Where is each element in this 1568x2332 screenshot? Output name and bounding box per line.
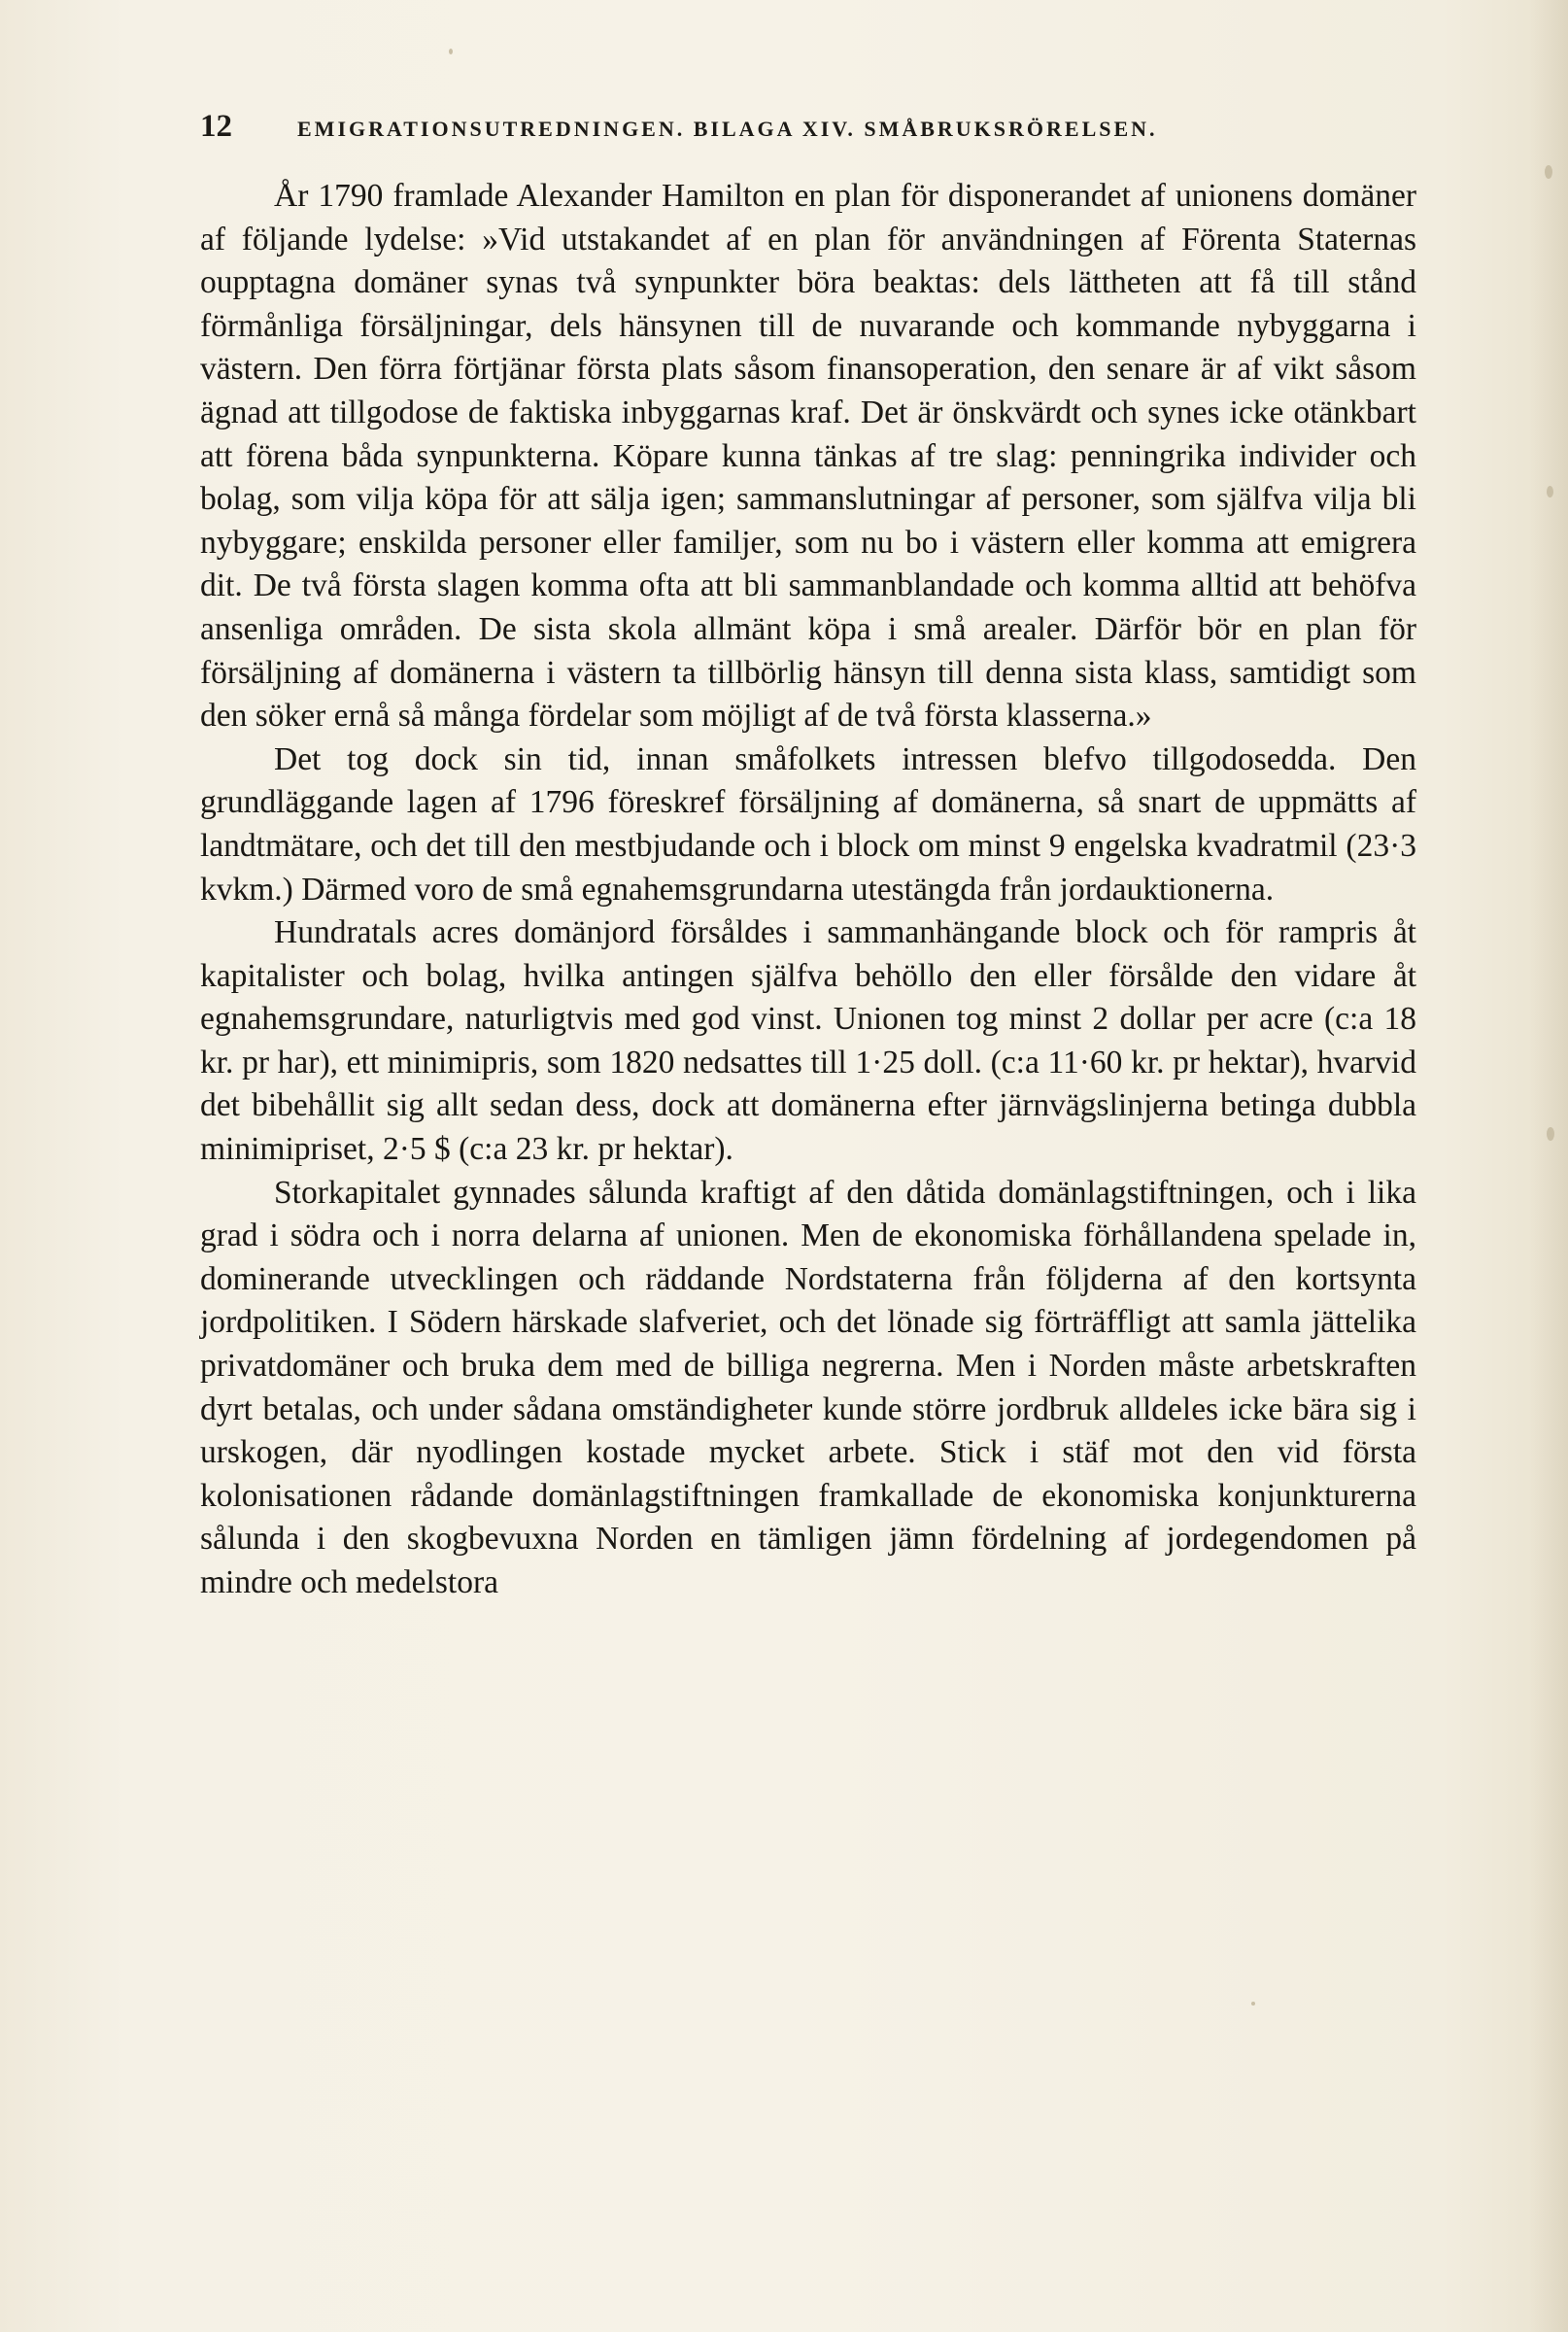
body-text [200, 175, 1416, 1605]
paragraph-4: Storkapitalet gynnades sålunda kraftigt af den dåtida domänlagstiftningen, och i lika grad i södra och i norra delarna af unionen. Men de ekonomiska förhållandena spelade in, dominerande utvecklingen och räddande Nordstaterna från följderna af den kortsynta jordpolitiken. I Södern härskade slafveriet, och det lönade sig förträffligt att samla jättelika privatdomäner och bruka dem med de billiga negrerna. Men i Norden måste arbetskraften dyrt betalas, och under sådana omständigheter kunde större jordbruk alldeles icke bära sig i urskogen, där nyodlingen kostade mycket arbete. Stick i stäf mot den vid första kolonisationen rådande domänlagstiftningen framkallade de ekonomiska konjunkturerna sålunda i den skogbevuxna Norden en tämligen jämn fördelning af jordegendomen på mindre och medelstora [200, 1174, 1416, 1600]
page-edge-shadow [1529, 0, 1568, 2332]
paragraph-1: År 1790 framlade Alexander Hamilton en plan för disponerandet af unionens domäner af följande lydelse: »Vid utstakandet af en plan för användningen af Förenta Staternas oupptagna domäner synas två synpunkter böra beaktas: dels lättheten att få till stånd förmånliga försäljningar, dels hänsynen till de nuvarande och kommande nybyggarna i västern. Den förra förtjänar första plats såsom finansoperation, den senare är af vikt såsom ägnad att tillgodose de faktiska inbyggarnas kraf. Det är önskvärdt och synes icke otänkbart att förena båda synpunkterna. Köpare kunna tänkas af tre slag: penningrika individer och bolag, som vilja köpa för att sälja igen; sammanslutningar af personer, som själfva vilja bli nybyggare; enskilda personer eller familjer, som nu bo i västern eller komma att emigrera dit. De två första slagen komma ofta att bli sammanblandade och komma alltid att behöfva ansenliga områden. De sista skola allmänt köpa i små arealer. Därför bör en plan för försäljning af domänerna i västern ta tillbörlig hänsyn till denna sista klass, samtidigt som den söker ernå så många fördelar som möjligt af de två första klasserna.» [200, 178, 1416, 735]
page-number: 12 [200, 109, 232, 144]
paragraph-3: Hundratals acres domänjord försåldes i sammanhängande block och för rampris åt kapitalister och bolag, hvilka antingen själfva behöllo den eller försålde den vidare åt egnahemsgrundare, naturligtvis med god vinst. Unionen tog minst 2 dollar per acre (c:a 18 kr. pr har), ett minimipris, som 1820 nedsattes till 1·25 doll. (c:a 11·60 kr. pr hektar), hvarvid det bibehållit sig allt sedan dess, dock att domänerna efter järnvägslinjerna betinga dubbla minimipriset, 2·5 $ (c:a 23 kr. pr hektar). [200, 914, 1416, 1168]
paragraph-2: Det tog dock sin tid, innan småfolkets intressen blefvo tillgodosedda. Den grundläggande lagen af 1796 föreskref försäljning af domänerna, så snart de uppmätts af landtmätare, och det till den mestbjudande och i block om minst 9 engelska kvadratmil (23·3 kvkm.) Därmed voro de små egnahemsgrundarna utestängda från jordauktionerna. [200, 740, 1416, 908]
page-header [200, 109, 1327, 148]
running-head: EMIGRATIONSUTREDNINGEN. BILAGA XIV. SMÅBRUKSRÖRELSEN. [297, 117, 1158, 141]
